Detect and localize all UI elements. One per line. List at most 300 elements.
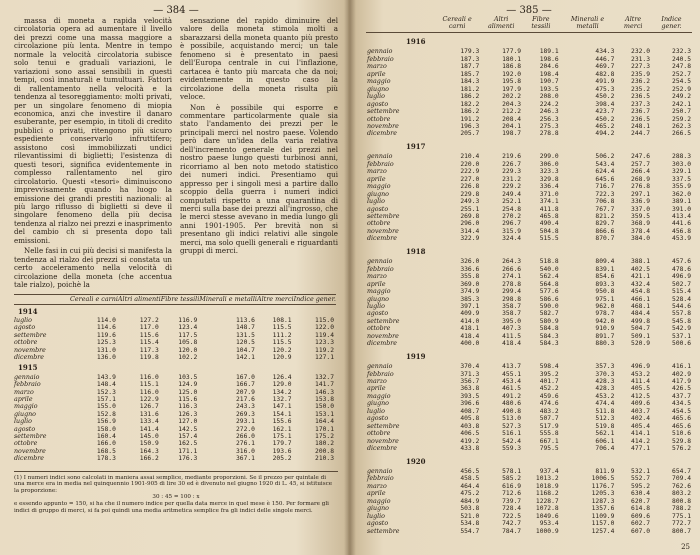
printer-signature: 25	[681, 543, 690, 551]
month-cell: dicembre	[367, 340, 398, 348]
value-cell: 155.6	[272, 418, 292, 426]
table-row	[366, 408, 692, 415]
month-cell: ottobre	[367, 325, 391, 333]
value-cell: 458.5	[460, 475, 480, 483]
value-cell: 205.2	[272, 455, 292, 463]
value-cell: 403.8	[460, 422, 480, 430]
value-cell: 742.7	[502, 520, 522, 528]
value-cell: 270.2	[502, 212, 522, 220]
value-cell: 160.4	[96, 433, 116, 440]
value-cell: 374.9	[460, 288, 480, 296]
value-cell: 247.6	[631, 153, 650, 161]
value-cell: 706.4	[595, 445, 615, 453]
value-cell: 739.7	[502, 497, 522, 505]
value-cell: 299.4	[502, 288, 522, 296]
column-header: Fibre tessili	[522, 16, 560, 33]
value-cell: 456.8	[672, 227, 691, 235]
value-cell: 116.0	[139, 373, 159, 381]
table-row	[366, 296, 692, 303]
value-cell: 142.5	[178, 425, 198, 433]
paragraph: Nelle fasi in cui più decisi si manifesta la tendenza al rialzo dei prezzi si constata un certo acceleramento nella velocità di circolazione della moneta (che accentua tale rialzo), poichè la	[14, 246, 172, 290]
month-cell: giugno	[367, 190, 389, 198]
value-cell: 193.6	[272, 447, 292, 455]
month-cell: giugno	[367, 505, 389, 513]
value-cell: 554.7	[460, 527, 480, 535]
value-cell: 266.6	[502, 265, 522, 273]
table-row	[366, 385, 692, 392]
month-cell: aprile	[367, 385, 386, 393]
value-cell: 222.9	[460, 168, 480, 176]
value-cell: 367.1	[235, 455, 255, 463]
month-cell: luglio	[14, 418, 32, 426]
value-cell: 1013.2	[535, 475, 559, 483]
value-cell: 893.3	[595, 280, 615, 288]
month-cell: aprile	[367, 280, 386, 288]
value-cell: 408.7	[460, 407, 480, 415]
value-cell: 266.0	[235, 433, 255, 440]
value-cell: 316.0	[235, 447, 255, 455]
value-cell: 800.8	[672, 497, 691, 505]
value-cell: 117.0	[139, 324, 159, 332]
value-cell: 411.8	[539, 205, 559, 213]
value-cell: 356.7	[460, 378, 480, 386]
month-cell: agosto	[367, 100, 389, 108]
month-cell: febbraio	[367, 265, 394, 273]
value-cell: 266.4	[631, 168, 650, 176]
value-cell: 515.5	[539, 235, 559, 243]
month-cell: gennaio	[14, 373, 40, 381]
table-row	[14, 354, 336, 361]
table-row	[366, 333, 692, 340]
value-cell: 545.8	[672, 317, 691, 325]
value-cell: 127.2	[139, 316, 159, 324]
value-cell: 870.7	[595, 235, 615, 243]
month-cell: settembre	[367, 212, 400, 220]
value-cell: 269.3	[235, 410, 255, 418]
value-cell: 191.2	[460, 115, 480, 123]
value-cell: 204.3	[502, 100, 522, 108]
value-cell: 296.7	[502, 220, 522, 228]
value-cell: 478.6	[672, 265, 691, 273]
value-cell: 158.0	[96, 425, 116, 433]
value-cell: 153.8	[315, 395, 334, 403]
value-cell: 534.8	[460, 520, 480, 528]
value-cell: 401.7	[539, 378, 559, 386]
value-cell: 210.3	[315, 455, 334, 463]
table-row	[366, 86, 692, 93]
month-cell: marzo	[14, 388, 34, 396]
table-header-row	[366, 16, 692, 33]
table-row	[366, 393, 692, 400]
value-cell: 402.9	[672, 370, 691, 378]
month-cell: settembre	[367, 108, 400, 116]
value-cell: 272.0	[235, 425, 255, 433]
value-cell: 455.1	[502, 370, 522, 378]
value-cell: 127.1	[315, 353, 334, 361]
value-cell: 127.0	[178, 418, 198, 426]
value-cell: 297.1	[631, 190, 650, 198]
table-row	[14, 347, 336, 354]
value-cell: 166.0	[96, 440, 116, 448]
value-cell: 242.1	[672, 100, 691, 108]
value-cell: 409.9	[460, 310, 480, 318]
value-cell: 116.9	[178, 316, 198, 324]
value-cell: 496.9	[631, 363, 650, 371]
value-cell: 252.1	[502, 198, 522, 206]
value-cell: 337.0	[631, 205, 650, 213]
value-cell: 247.8	[672, 63, 691, 71]
value-cell: 576.2	[672, 445, 691, 453]
value-cell: 788.2	[672, 505, 691, 513]
value-cell: 1018.9	[535, 482, 559, 490]
month-cell: luglio	[367, 302, 385, 310]
value-cell: 466.1	[631, 295, 650, 303]
table-row	[366, 266, 692, 273]
month-cell: agosto	[367, 520, 389, 528]
value-cell: 208.0	[539, 93, 559, 101]
value-cell: 177.9	[502, 48, 522, 56]
value-cell: 402.4	[631, 415, 650, 423]
value-cell: 120.5	[235, 339, 255, 347]
value-cell: 178.3	[96, 455, 116, 463]
year-label: 1914	[18, 306, 38, 316]
value-cell: 266.5	[672, 130, 691, 138]
footnote	[14, 471, 338, 515]
table-row	[14, 433, 336, 440]
month-cell: novembre	[367, 227, 399, 235]
value-cell: 120.9	[272, 353, 292, 361]
value-cell: 491.9	[595, 78, 615, 86]
value-cell: 562.1	[595, 430, 615, 438]
year-label: 1919	[406, 351, 426, 361]
value-cell: 607.0	[631, 527, 650, 535]
value-cell: 712.6	[502, 490, 522, 498]
value-cell: 1072.8	[535, 505, 559, 513]
value-cell: 357.3	[595, 363, 615, 371]
value-cell: 256.3	[539, 115, 559, 123]
value-cell: 212.2	[502, 108, 522, 116]
value-cell: 166.7	[235, 381, 255, 389]
year-row	[14, 304, 336, 317]
value-cell: 180.1	[502, 55, 522, 63]
value-cell: 1168.2	[535, 490, 559, 498]
value-cell: 496.9	[672, 273, 691, 281]
month-cell: novembre	[14, 447, 46, 455]
value-cell: 204.6	[539, 63, 559, 71]
value-cell: 231.2	[502, 175, 522, 183]
value-cell: 274.1	[502, 273, 522, 281]
value-cell: 393.5	[460, 392, 480, 400]
value-cell: 428.3	[595, 378, 615, 386]
text-column-2	[180, 17, 338, 290]
book-gutter	[344, 0, 356, 555]
value-cell: 552.7	[631, 475, 650, 483]
month-cell: aprile	[367, 70, 386, 78]
table-row	[366, 56, 692, 63]
column-header: Cereali e carni	[70, 294, 118, 303]
value-cell: 762.6	[672, 482, 691, 490]
value-cell: 378.4	[631, 227, 650, 235]
month-cell: gennaio	[367, 258, 393, 266]
value-cell: 441.6	[672, 220, 691, 228]
column-header: Altri alimenti	[480, 16, 522, 33]
table-row	[14, 381, 336, 388]
price-index-table	[14, 294, 336, 463]
value-cell: 434.3	[595, 48, 615, 56]
value-cell: 187.7	[460, 63, 480, 71]
value-cell: 413.4	[672, 212, 691, 220]
value-cell: 125.0	[178, 388, 198, 396]
value-cell: 314.4	[460, 227, 480, 235]
value-cell: 586.6	[539, 295, 559, 303]
month-cell: maggio	[367, 497, 391, 505]
value-cell: 772.7	[672, 520, 691, 528]
value-cell: 175.2	[315, 433, 334, 440]
value-cell: 175.1	[272, 433, 292, 440]
value-cell: 513.0	[502, 415, 522, 423]
value-cell: 115.4	[139, 339, 159, 347]
value-cell: 152.3	[96, 388, 116, 396]
value-cell: 839.1	[595, 265, 615, 273]
value-cell: 358.7	[502, 302, 522, 310]
value-cell: 276.1	[235, 440, 255, 448]
month-cell: aprile	[14, 395, 33, 403]
table-row	[366, 220, 692, 227]
value-cell: 542.4	[502, 437, 522, 445]
value-cell: 540.0	[539, 265, 559, 273]
value-cell: 1205.3	[591, 490, 615, 498]
table-row	[366, 228, 692, 235]
value-cell: 235.9	[631, 70, 650, 78]
table-row	[366, 108, 692, 115]
value-cell: 454.8	[631, 288, 650, 296]
value-cell: 250.7	[672, 108, 691, 116]
value-cell: 409.6	[631, 400, 650, 408]
value-cell: 240.5	[672, 55, 691, 63]
month-cell: ottobre	[367, 430, 391, 438]
value-cell: 502.7	[672, 280, 691, 288]
value-cell: 171.1	[178, 447, 198, 455]
value-cell: 384.0	[631, 235, 650, 243]
table-row	[366, 168, 692, 175]
value-cell: 102.2	[178, 353, 198, 361]
value-cell: 803.2	[672, 490, 691, 498]
value-cell: 236.2	[631, 78, 650, 86]
value-cell: 978.7	[595, 310, 615, 318]
table-row	[366, 363, 692, 370]
month-cell: novembre	[367, 332, 399, 340]
table-row	[366, 281, 692, 288]
value-cell: 482.8	[595, 70, 615, 78]
value-cell: 179.3	[460, 48, 480, 56]
paragraph: Non è possibile qui esporre e commentare particolarmente quale sia stato l'andamento dei prezzi per le principali merci nel nostro paese. Volendo però dare un'idea della varia relativa dell'incremento generale dei prezzi nel nostro paese lungo questi turbinosi anni, ricorriamo al ben noto metodo statistico dei numeri indici. Presentiamo qui appresso per i singoli mesi a partire dallo scoppio della guerra i numeri indici computati rispetto a una quarantina di merci sulla base dei prezzi all'ingrosso, che le merci stesse avevano in media lungo gli anni 1901-1905. Per brevità non si presentano gli indici relativi alle singole merci, ma solo quelli generali e riguardanti gruppi di merci.	[180, 102, 338, 256]
table-row	[366, 213, 692, 220]
value-cell: 519.8	[595, 422, 615, 430]
column-header: Altre merci	[256, 294, 294, 303]
value-cell: 606.1	[595, 437, 615, 445]
value-cell: 237.3	[631, 100, 650, 108]
value-cell: 119.6	[96, 331, 116, 339]
value-cell: 113.6	[235, 316, 255, 324]
value-cell: 559.3	[502, 445, 522, 453]
table-row	[366, 123, 692, 130]
value-cell: 544.6	[672, 302, 691, 310]
value-cell: 182.2	[460, 100, 480, 108]
value-cell: 217.6	[235, 395, 255, 403]
table-row	[366, 288, 692, 295]
value-cell: 227.0	[460, 175, 480, 183]
year-row	[366, 243, 692, 258]
value-cell: 577.6	[539, 288, 559, 296]
value-cell: 1287.3	[591, 497, 615, 505]
value-cell: 630.4	[631, 490, 650, 498]
value-cell: 243.3	[235, 403, 255, 411]
value-cell: 454.5	[672, 407, 691, 415]
value-cell: 145.0	[139, 433, 159, 440]
value-cell: 236.5	[631, 93, 650, 101]
value-cell: 115.6	[139, 331, 159, 339]
table-row	[366, 423, 692, 430]
table-row	[366, 303, 692, 310]
value-cell: 115.0	[315, 316, 334, 324]
value-cell: 407.3	[502, 325, 522, 333]
year-label: 1916	[406, 37, 426, 46]
value-cell: 210.4	[460, 153, 480, 161]
month-cell: gennaio	[367, 363, 393, 371]
table-row	[14, 418, 336, 425]
value-cell: 645.6	[595, 175, 615, 183]
value-cell: 236.5	[631, 115, 650, 123]
value-cell: 510.6	[672, 430, 691, 438]
value-cell: 1000.9	[535, 527, 559, 535]
value-cell: 821.2	[595, 212, 615, 220]
value-cell: 166.2	[139, 455, 159, 463]
value-cell: 154.1	[272, 410, 292, 418]
value-cell: 457.6	[672, 258, 691, 266]
value-cell: 562.4	[539, 273, 559, 281]
value-cell: 246.3	[539, 108, 559, 116]
value-cell: 337.5	[672, 175, 691, 183]
value-cell: 494.2	[595, 130, 615, 138]
table-row	[366, 445, 692, 452]
value-cell: 459.6	[539, 392, 559, 400]
month-cell: giugno	[367, 295, 389, 303]
value-cell: 370.4	[460, 363, 480, 371]
value-cell: 229.2	[502, 183, 522, 191]
value-cell: 500.6	[672, 340, 691, 348]
table-row	[366, 310, 692, 317]
value-cell: 298.8	[502, 295, 522, 303]
value-cell: 278.8	[502, 280, 522, 288]
month-cell: luglio	[14, 316, 32, 324]
month-cell: ottobre	[14, 339, 38, 347]
value-cell: 115.5	[272, 324, 292, 332]
value-cell: 126.3	[178, 410, 198, 418]
value-cell: 114.6	[96, 324, 116, 332]
value-cell: 196.3	[460, 122, 480, 130]
value-cell: 114.0	[96, 316, 116, 324]
table-row	[366, 371, 692, 378]
month-cell: febbraio	[367, 160, 394, 168]
value-cell: 268.9	[631, 175, 650, 183]
value-cell: 122.9	[139, 395, 159, 403]
page-number: — 384 —	[153, 5, 199, 16]
value-cell: 336.6	[460, 265, 480, 273]
value-cell: 1006.5	[591, 475, 615, 483]
value-cell: 185.7	[460, 70, 480, 78]
value-cell: 249.3	[460, 198, 480, 206]
column-header: Altre merci	[615, 16, 651, 33]
table-row	[14, 455, 336, 462]
value-cell: 205.7	[460, 130, 480, 138]
value-cell: 355.8	[460, 273, 480, 281]
table-row	[366, 183, 692, 190]
table-row	[366, 340, 692, 347]
value-cell: 374.1	[539, 198, 559, 206]
value-cell: 198.6	[539, 55, 559, 63]
table-row	[14, 403, 336, 410]
value-cell: 131.5	[235, 331, 255, 339]
value-cell: 475.2	[460, 490, 480, 498]
value-cell: 126.4	[272, 373, 292, 381]
value-cell: 962.0	[595, 302, 615, 310]
value-cell: 278.8	[539, 130, 559, 138]
value-cell: 602.7	[631, 520, 650, 528]
value-cell: 433.8	[460, 445, 480, 453]
value-cell: 164.4	[315, 418, 334, 426]
value-cell: 249.4	[502, 190, 522, 198]
value-cell: 469.7	[595, 63, 615, 71]
value-cell: 122.0	[315, 324, 334, 332]
value-cell: 147.1	[272, 403, 292, 411]
value-cell: 582.7	[539, 310, 559, 318]
value-cell: 584.3	[539, 332, 559, 340]
value-cell: 398.4	[595, 100, 615, 108]
value-cell: 208.4	[502, 115, 522, 123]
value-cell: 950.8	[595, 288, 615, 296]
value-cell: 465.6	[672, 422, 691, 430]
value-cell: 123.4	[178, 324, 198, 332]
value-cell: 226.7	[502, 160, 522, 168]
value-cell: 252.9	[672, 85, 691, 93]
value-cell: 509.1	[631, 332, 650, 340]
value-cell: 193.5	[539, 85, 559, 93]
table-row	[14, 339, 336, 346]
value-cell: 126.7	[139, 403, 159, 411]
value-cell: 709.4	[672, 475, 691, 483]
value-cell: 254.8	[502, 205, 522, 213]
value-cell: 411.5	[502, 332, 522, 340]
value-cell: 157.1	[96, 395, 116, 403]
value-cell: 453.2	[631, 370, 650, 378]
value-cell: 397.1	[460, 302, 480, 310]
year-label: 1920	[406, 456, 426, 466]
value-cell: 518.8	[539, 258, 559, 266]
value-cell: 1357.6	[591, 505, 615, 513]
value-cell: 395.0	[502, 317, 522, 325]
column-header: Minerali e metalli	[560, 16, 616, 33]
year-row	[366, 348, 692, 363]
value-cell: 477.1	[631, 445, 650, 453]
value-cell: 162.1	[272, 425, 292, 433]
table-row	[366, 116, 692, 123]
value-cell: 468.1	[631, 302, 650, 310]
month-cell: settembre	[14, 331, 47, 339]
value-cell: 453.9	[672, 235, 691, 243]
value-cell: 143.9	[96, 373, 116, 381]
month-cell: dicembre	[367, 130, 398, 138]
value-cell: 231.3	[631, 55, 650, 63]
